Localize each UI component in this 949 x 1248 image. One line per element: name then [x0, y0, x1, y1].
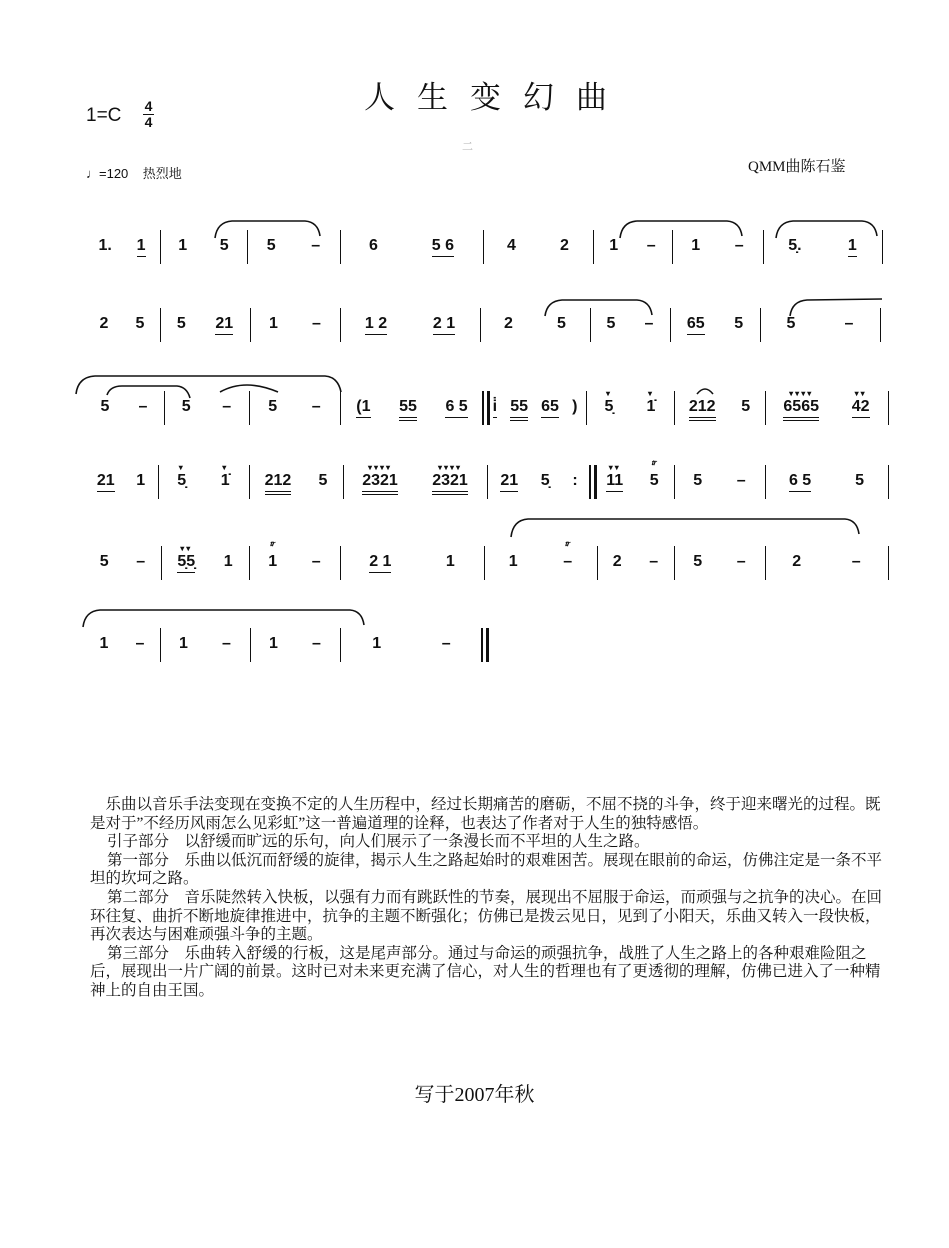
staccato-mark: ▾ — [647, 389, 654, 398]
note: – 𝆖 — [563, 552, 572, 572]
measure — [252, 634, 338, 654]
barline — [249, 546, 250, 580]
measure — [163, 544, 247, 573]
staccato-mark: ▾▾ — [180, 544, 193, 553]
note: ) — [572, 398, 578, 415]
note: 2 — [504, 315, 513, 332]
note: 5 — [741, 398, 751, 415]
staccato-mark: ▾▾▾▾ — [367, 463, 393, 472]
note: 5 — [99, 553, 109, 570]
barline — [765, 465, 766, 499]
barline — [590, 308, 591, 342]
slur — [697, 389, 713, 394]
note: 5 — [318, 472, 328, 489]
barline — [340, 230, 341, 264]
measure — [482, 314, 588, 334]
measure — [162, 314, 248, 335]
barline — [882, 230, 883, 264]
measure — [593, 457, 672, 492]
barline — [888, 391, 889, 425]
barline — [160, 308, 161, 342]
note: 42 ▾▾ — [852, 397, 870, 418]
note: 5̣. — [788, 237, 802, 254]
note: – — [736, 553, 746, 570]
barline — [250, 308, 251, 342]
measure — [342, 314, 478, 335]
notes-paragraph: 引子部分 以舒缓而旷远的乐句，向人们展示了一条漫长而不平坦的人生之路。 — [107, 833, 650, 851]
note: 1 — [136, 472, 146, 489]
note: 2 — [612, 553, 622, 570]
note: 2 1 — [433, 314, 455, 335]
note: 2 — [99, 315, 109, 332]
score-title: 人生变幻曲 — [364, 80, 629, 115]
measure — [762, 314, 878, 334]
notes-paragraph: 第二部分 音乐陡然转入快板，以强有力而有跳跃性的节奏，展现出不屈服于命运，而顽强与之抗争的决心。在回环往复、曲折不断地旋律推进中，抗争的主题不断强化；仿佛已是拨云见日，见到了小阳天，乐曲又转入一段快板，再次表达与困难顽强斗争的主题。 — [90, 888, 883, 944]
note: 1 — [269, 635, 278, 652]
barline — [670, 308, 671, 342]
note: 1 𝆖 — [268, 552, 277, 572]
note: 55 — [510, 397, 528, 421]
measure — [342, 236, 481, 257]
measure — [162, 634, 248, 654]
note: 1 — [223, 553, 233, 570]
staccato-mark: ▾▾▾▾ — [789, 389, 814, 398]
note: 1 — [137, 236, 146, 257]
note: 1 — [691, 237, 701, 254]
note: 5 — [219, 237, 229, 254]
measure — [676, 471, 763, 491]
subtitle: 二 — [462, 141, 473, 153]
trill-mark: 𝆖 — [270, 538, 276, 548]
barline — [487, 465, 488, 499]
score-row — [0, 315, 949, 365]
note: 5 — [100, 398, 110, 415]
note: 1 — [269, 315, 278, 332]
measure — [486, 538, 595, 572]
barline — [161, 546, 162, 580]
program-notes — [90, 796, 890, 1001]
composer: QMM曲陈石鉴 — [748, 159, 846, 175]
note: 1 — [609, 237, 619, 254]
barline — [586, 391, 587, 425]
note: 5 — [606, 315, 616, 332]
note: 5̣ ▾ — [605, 397, 614, 417]
barline — [888, 546, 889, 580]
note: 11 ▾▾ — [606, 471, 623, 492]
note: 212 — [265, 471, 292, 495]
note: 1̇ ▾ — [221, 471, 230, 491]
note: 5 — [786, 315, 796, 332]
note: – — [312, 635, 321, 652]
staccato-mark: ▾▾ — [608, 463, 621, 472]
note: 2 — [560, 237, 569, 254]
note: 5 — [266, 237, 276, 254]
staccato-mark: ▾ — [222, 463, 229, 472]
notes-paragraph: 乐曲以音乐手法变现在变换不定的人生历程中，经过长期痛苦的磨砺，不屈不挠的斗争，终于迎来曙光的过程。既是对于”不经历风雨怎么见彩虹”这一普遍道理的诠释，也表达了作者对于人生的独特感悟。 — [90, 796, 881, 832]
barline — [765, 546, 766, 580]
barline — [760, 308, 761, 342]
note: 1. — [98, 237, 112, 254]
barline — [593, 230, 594, 264]
measure — [485, 236, 591, 256]
note: 21 — [215, 314, 233, 335]
note: 1 — [372, 635, 382, 652]
barline — [480, 308, 481, 342]
barline — [247, 230, 248, 264]
slur — [83, 610, 364, 627]
measure — [86, 314, 158, 334]
measure — [342, 552, 482, 573]
measure — [160, 463, 247, 491]
note: 1 — [445, 553, 455, 570]
note: – — [136, 553, 146, 570]
barline — [483, 230, 484, 264]
note: 2321 ▾▾▾▾ — [362, 471, 398, 495]
measure — [672, 314, 758, 335]
measure — [599, 552, 672, 572]
note: 5 — [135, 315, 145, 332]
note: 5 — [693, 553, 703, 570]
measure — [252, 314, 338, 334]
score-row — [0, 237, 949, 287]
barline — [160, 230, 161, 264]
note: – — [734, 237, 744, 254]
note: 1 — [179, 635, 188, 652]
measure — [86, 397, 162, 417]
trill-mark: 𝆖 — [651, 457, 657, 467]
barline — [765, 391, 766, 425]
note: – — [222, 635, 231, 652]
barline — [597, 546, 598, 580]
time-signature-top: 4 — [144, 98, 153, 114]
score-row — [0, 389, 949, 448]
measure — [342, 634, 481, 654]
expression: 热烈地 — [142, 166, 182, 181]
note: 21 — [97, 471, 115, 492]
barline — [249, 391, 250, 425]
note: 5 — [734, 315, 744, 332]
note: : — [572, 472, 578, 489]
measure — [676, 552, 763, 572]
note: – — [138, 398, 148, 415]
barline — [340, 628, 341, 662]
note: 5 — [557, 315, 566, 332]
key-signature: 1=C — [86, 105, 122, 126]
barline — [250, 628, 251, 662]
note: 6 5 — [789, 471, 811, 492]
score-row — [0, 635, 949, 685]
date-signature: 写于2007年秋 — [414, 1084, 535, 1106]
measure — [765, 236, 880, 257]
time-signature-bottom: 4 — [144, 114, 153, 130]
measure — [86, 236, 158, 257]
measure — [767, 471, 886, 492]
repeat-barline — [589, 465, 597, 499]
note: 212 — [689, 397, 716, 421]
score-row — [0, 538, 949, 603]
final-barline — [481, 628, 489, 662]
barline — [158, 465, 159, 499]
barline — [763, 230, 764, 264]
note: 5 𝆖 — [650, 471, 659, 491]
note: 5 6 — [432, 236, 454, 257]
note: – — [311, 237, 321, 254]
note: – — [441, 635, 451, 652]
repeat-barline — [482, 391, 490, 425]
note: – — [644, 315, 654, 332]
barline — [674, 546, 675, 580]
note: – — [312, 315, 321, 332]
note: – — [646, 237, 656, 254]
notes-paragraph: 第三部分 乐曲转入舒缓的行板，这是尾声部分。通过与命运的顽强抗争，战胜了人生之路上的各种艰难险阻之后，展现出一片广阔的前景。这时已对未来更充满了信心，对人生的哲理也有了更透彻的理解，仿佛已进入了一种精神上的自由王国。 — [90, 944, 881, 999]
barline — [249, 465, 250, 499]
note: (1 — [356, 397, 370, 418]
barline — [160, 628, 161, 662]
note: 65 — [541, 397, 559, 418]
note: 55 — [399, 397, 417, 421]
measure — [86, 552, 159, 572]
measure — [251, 397, 338, 417]
barline — [484, 546, 485, 580]
note: 1 — [99, 635, 109, 652]
staccato-mark: ▾ — [178, 463, 185, 472]
note: 6565 ▾▾▾▾ — [783, 397, 819, 421]
staccato-mark: ▾ — [605, 389, 612, 398]
barline — [674, 391, 675, 425]
measure — [251, 471, 341, 495]
slur — [76, 376, 341, 394]
note: 5 — [176, 315, 186, 332]
note: 6 — [368, 237, 378, 254]
note: 2 1 — [369, 552, 391, 573]
note: 5 — [855, 472, 865, 489]
measure — [676, 397, 763, 421]
note: – — [649, 553, 659, 570]
barline — [340, 391, 341, 425]
note: 1 2 — [365, 314, 387, 335]
note: – — [135, 635, 145, 652]
measure — [489, 471, 589, 492]
note: – — [311, 398, 321, 415]
note: 1 — [848, 236, 857, 257]
measure — [166, 397, 247, 417]
note: 65 — [687, 314, 705, 335]
measure — [588, 389, 672, 417]
measure — [767, 389, 886, 421]
note: – — [222, 398, 232, 415]
measure — [162, 236, 245, 256]
barline — [674, 465, 675, 499]
note: – — [851, 553, 861, 570]
note: 1 — [508, 553, 518, 570]
note: – — [311, 553, 321, 570]
measure — [251, 538, 338, 572]
note: 5 — [181, 398, 191, 415]
score-row — [0, 457, 949, 522]
barline — [340, 308, 341, 342]
note: 2321 ▾▾▾▾ — [432, 471, 468, 495]
measure — [86, 634, 158, 654]
note: 21 — [500, 471, 518, 492]
barline — [343, 465, 344, 499]
measure — [767, 552, 886, 572]
measure — [674, 236, 761, 256]
note: – — [844, 315, 854, 332]
barline — [164, 391, 165, 425]
measure — [342, 397, 482, 421]
note: 2 — [792, 553, 802, 570]
note: 4 — [507, 237, 516, 254]
note: i̇ — [493, 397, 497, 418]
measure — [592, 314, 668, 334]
note: 1̇ ▾ — [647, 397, 656, 417]
barline — [880, 308, 881, 342]
note: 5 — [268, 398, 278, 415]
barline — [340, 546, 341, 580]
trill-mark: 𝆖 — [565, 538, 571, 548]
measure — [595, 236, 670, 256]
note: – — [736, 472, 746, 489]
note: 5 — [693, 472, 703, 489]
note: 5̣ ▾ — [177, 471, 186, 491]
note: 6 5 — [445, 397, 467, 418]
measure — [345, 463, 485, 495]
note: 5̣ — [540, 472, 550, 489]
staccato-mark: ▾▾ — [854, 389, 867, 398]
measure — [86, 471, 156, 492]
note: 1 — [178, 237, 188, 254]
notes-paragraph: 第一部分 乐曲以低沉而舒缓的旋律，揭示人生之路起始时的艰难困苦。展现在眼前的命运，仿佛注定是一条不平坦的坎坷之路。 — [90, 851, 883, 888]
barline — [672, 230, 673, 264]
tempo: ♩=120 — [86, 166, 129, 181]
barline — [888, 465, 889, 499]
measure — [486, 397, 584, 421]
note: 5̣5̣ ▾▾ — [177, 552, 195, 573]
measure — [249, 236, 338, 256]
staccato-mark: ▾▾▾▾ — [437, 463, 463, 472]
